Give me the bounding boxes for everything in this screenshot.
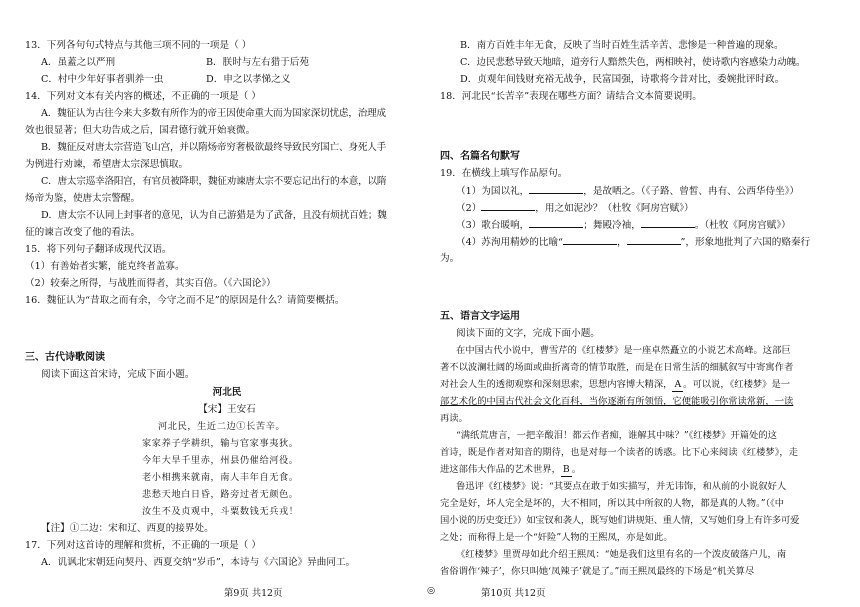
q15-sentence-1: （1）有善始者实繁，能克终者盖寡。 <box>25 261 185 272</box>
section-3-title: 三、古代诗歌阅读 <box>25 352 105 363</box>
fill-blank[interactable] <box>641 218 695 228</box>
fill-blank[interactable] <box>481 201 535 211</box>
passage-p3-line4: 之处；而称得上是一个“奸险”人物的王熙凤，亦是如此。 <box>440 532 673 543</box>
poem-line-1: 河北民，生近二边①长苦辛。 <box>158 421 286 432</box>
q14-option-b-line1: B．魏征反对唐太宗营造飞山宫，并以隋炀帝穷奢极欲最终导致民穷国亡、身死人手 <box>41 142 387 153</box>
poem-line-3: 今年大旱千里赤，州县仍催给河役。 <box>142 455 299 466</box>
q19-item-4-cont: 为。 <box>440 253 460 264</box>
fill-blank[interactable] <box>529 184 583 194</box>
blank-b: B <box>562 464 570 475</box>
poem-author: 【宋】王安石 <box>198 404 256 415</box>
q17-stem: 17．下列对这首诗的理解和赏析，不正确的一项是（ ） <box>25 540 261 551</box>
fill-blank[interactable] <box>529 218 583 228</box>
poem-line-2: 家家养子学耕织，输与官家事夷狄。 <box>142 438 299 449</box>
passage-p4-line1: 《红楼梦》里贾母如此介绍王熙凤：“她是我们这里有名的一个泼皮破落户儿，南 <box>456 549 787 560</box>
q14-option-a-line1: A．魏征认为古往今来大多数有所作为的帝王因使命重大而为国家深切忧虑，治理成 <box>41 108 386 119</box>
q13-option-b: B．朕时与左右猎于后苑 <box>206 57 309 68</box>
poem-note: 【注】①二边：宋和辽、西夏的接界处。 <box>41 523 214 534</box>
q19-item-1: （1）为国以礼， ，是故哂之。（《子路、曾皙、冉有、公西华侍坐》） <box>456 186 800 197</box>
poem-line-6: 汝生不及贞观中，斗粟数钱无兵戎！ <box>142 506 299 517</box>
passage-p4-line2: 省俗谓作‘辣子’，你只叫她‘凤辣子’就是了。”而王熙凤最终的下场是“机关算尽 <box>440 566 755 577</box>
passage-p1-line3: 对社会人生的透彻观察和深刻思索，思想内容博大精深， A 。可以说，《红楼梦》是一 <box>440 379 791 390</box>
passage-p2-line2: 首诗，既是作者对知音的期待，也是对每一个读者的诱惑。比下心来阅读《红楼梦》，走 <box>440 447 798 458</box>
q19-item-2: （2） ，用之如泥沙？（杜牧《阿房宫赋》） <box>456 203 694 214</box>
q17-option-b: B．南方百姓丰年无食，反映了当时百姓生活辛苦、悲惨是一种普遍的现象。 <box>460 40 784 51</box>
q16-stem: 16．魏征认为“昔取之而有余，今守之而不足”的原因是什么？请简要概括。 <box>25 295 345 306</box>
passage-p1-line5: 再读。 <box>440 413 468 424</box>
q17-option-a: A．讥讽北宋朝廷向契丹、西夏交纳“岁币”，本诗与《六国论》异曲同工。 <box>41 557 356 568</box>
page-number-left: 第9页 共12页 <box>224 588 283 599</box>
q13-option-c: C．村中少年好事者驯养一虫 <box>41 74 164 85</box>
q19-item-4: （4）苏洵用精妙的比喻“ ， ”，形象地批判了六国的赂秦行 <box>456 237 811 248</box>
q14-option-d-line2: 征的谏言改变了他的看法。 <box>25 227 141 238</box>
passage-p3-line1: 鲁迅评《红楼梦》说：“其要点在敢于如实描写，并无讳饰，和从前的小说叙好人 <box>456 481 787 492</box>
section-4-title: 四、名篇名句默写 <box>440 151 520 162</box>
q19-item-3: （3）歌台暖响， ；舞殿冷袖， 。（杜牧《阿房宫赋》） <box>456 220 791 231</box>
q17-option-c: C．边民悲愁导致天地暗，道旁行人黯然失色，两相映衬，使诗歌内容感染力动魄。 <box>460 57 806 68</box>
passage-p2-line3: 进这部伟大作品的艺术世界， B 。 <box>440 464 582 475</box>
q14-option-c-line1: C．唐太宗巡幸洛阳宫，有官员被降职，魏征劝谏唐太宗不要忘记出行的本意，以隋 <box>41 176 387 187</box>
q13-option-d: D．申之以孝悌之义 <box>206 74 291 85</box>
passage-p1-line2: 著不以波澜壮阔的场面或曲折离奇的情节取胜，而是在日常生活的细腻叙写中寄寓作者 <box>440 362 794 373</box>
passage-p2-line1: “满纸荒唐言，一把辛酸泪！都云作者痴，谁解其中味？”《红楼梦》开篇处的这 <box>456 430 777 441</box>
poem-line-5: 悲愁天地白日昏，路旁过者无颜色。 <box>142 489 299 500</box>
q18-stem: 18．河北民“长苦辛”表现在哪些方面？请结合文本简要说明。 <box>440 91 702 102</box>
blank-a: A <box>674 379 682 390</box>
q19-stem: 19．在横线上填写作品原句。 <box>440 168 568 179</box>
q15-sentence-2: （2）较秦之所得，与战胜而得者，其实百倍。（《六国论》） <box>25 278 276 289</box>
poem-line-4: 老小相携来就南，南人丰年自无食。 <box>142 472 299 483</box>
page-number-right: 第10页 共12页 <box>481 588 546 599</box>
q14-option-b-line2: 为例进行劝谏，希望唐太宗深思慎取。 <box>25 159 189 170</box>
q14-option-c-line2: 炀帝为鉴，使唐太宗警醒。 <box>25 193 141 204</box>
passage-p3-line2: 完全是好，坏人完全是坏的，大不相同，所以其中所叙的人物，都是真的人物。”（《中 <box>440 498 785 509</box>
passage-p3-line3: 国小说的历史变迁》）如宝钗和袭人，既写她们讲规矩、重人情，又写她们身上有许多可爱 <box>440 515 800 526</box>
q15-stem: 15．将下列句子翻译成现代汉语。 <box>25 244 172 255</box>
section-5-title: 五、语言文字运用 <box>440 311 520 322</box>
passage-p1-line1: 在中国古代小说中，曹雪芹的《红楼梦》是一座卓然矗立的小说艺术高峰。这部巨 <box>456 345 791 356</box>
q14-stem: 14．下列对文本有关内容的概述，不正确的一项是（ ） <box>25 91 261 102</box>
passage-p1-line4: 部艺术化的中国古代社会文化百科，当你逐渐有所领悟，它便能吸引你常读常新，一读 <box>440 396 794 407</box>
section-3-intro: 阅读下面这首宋诗，完成下面小题。 <box>41 369 195 380</box>
center-mark: ◎ <box>427 585 436 596</box>
fill-blank[interactable] <box>563 235 617 245</box>
q14-option-a-line2: 效也很显著；但大功告成之后，国君德行就开始衰微。 <box>25 125 256 136</box>
q14-option-d-line1: D．唐太宗不认同上封事者的意见，认为自己游猎是为了武备，且没有烦扰百姓；魏 <box>41 210 387 221</box>
q17-option-d: D．贞观年间钱财充裕无战争，民富国强，诗歌将今昔对比，委婉批评时政。 <box>460 74 785 85</box>
section-5-intro: 阅读下面的文字，完成下面小题。 <box>456 328 600 339</box>
fill-blank[interactable] <box>627 235 681 245</box>
q13-stem: 13．下列各句句式特点与其他三项不同的一项是（ ） <box>25 40 252 51</box>
q13-option-a: A．虽蓋之以严刑 <box>41 57 116 68</box>
poem-title: 河北民 <box>212 387 242 398</box>
